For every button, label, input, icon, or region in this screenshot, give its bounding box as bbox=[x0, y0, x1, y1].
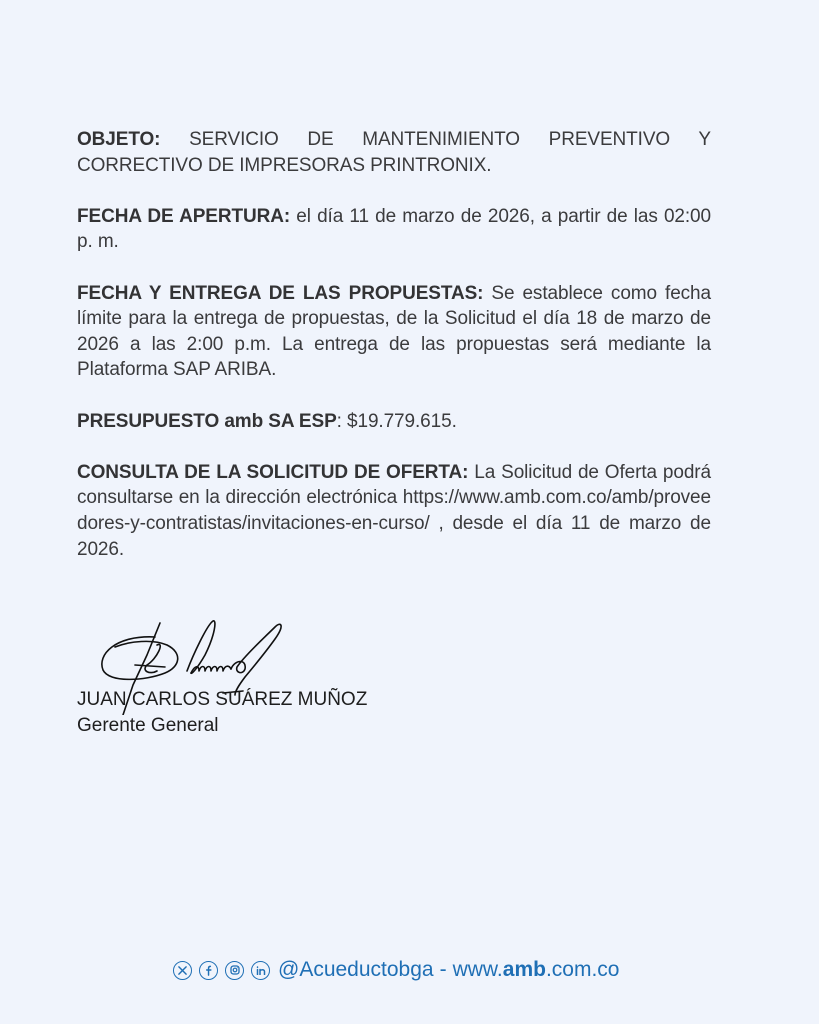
section-consulta bbox=[77, 460, 711, 562]
document-body bbox=[77, 127, 711, 588]
section-label: PRESUPUESTO amb SA ESP bbox=[77, 410, 337, 432]
social-handle[interactable]: @Acueductobga bbox=[278, 958, 434, 981]
signer-name: JUAN CARLOS SUÁREZ MUÑOZ bbox=[77, 689, 368, 710]
site-prefix: www. bbox=[452, 958, 503, 981]
x-icon[interactable] bbox=[173, 961, 192, 980]
section-fecha-apertura bbox=[77, 204, 711, 255]
section-text: La Solicitud de Oferta podrá consultarse en la dirección electrónica bbox=[77, 461, 711, 509]
section-presupuesto bbox=[77, 409, 711, 435]
section-label: CONSULTA DE LA SOLICITUD DE OFERTA: bbox=[77, 461, 469, 483]
section-objeto bbox=[77, 127, 711, 178]
footer-separator: - bbox=[439, 958, 447, 981]
section-label: FECHA DE APERTURA: bbox=[77, 205, 291, 227]
website-link[interactable] bbox=[453, 958, 620, 982]
footer bbox=[173, 955, 620, 985]
instagram-icon[interactable] bbox=[225, 961, 244, 980]
site-brand: amb bbox=[502, 958, 546, 981]
site-suffix: .com.co bbox=[545, 958, 620, 981]
section-text: SERVICIO DE MANTENIMIENTO PREVENTIVO Y CORRECTIVO DE IMPRESORAS PRINTRONIX. bbox=[77, 129, 711, 176]
signature-block bbox=[77, 615, 417, 745]
signer-title: Gerente General bbox=[77, 715, 219, 736]
section-text: el día 11 de marzo de 2026, a partir de las 02:00 p. m. bbox=[77, 205, 711, 253]
section-text: , desde el día 11 de marzo de 2026. bbox=[77, 512, 711, 560]
linkedin-icon[interactable] bbox=[251, 961, 270, 980]
consulta-url[interactable]: https://www.amb.com.co/amb/proveedores-y-contratistas/invitaciones-en-curso/ bbox=[77, 487, 711, 534]
section-text: : $19.779.615. bbox=[336, 410, 457, 432]
section-label: FECHA Y ENTREGA DE LAS PROPUESTAS: bbox=[77, 282, 484, 304]
section-text: Se establece como fecha límite para la entrega de propuestas, de la Solicitud el día 18 de marzo de 2026 a las 2:00 p.m. La entrega de las propuestas será mediante la Plataforma SAP ARIBA. bbox=[77, 282, 711, 381]
section-label: OBJETO: bbox=[77, 129, 161, 150]
facebook-icon[interactable] bbox=[199, 961, 218, 980]
section-fecha-entrega bbox=[77, 281, 711, 383]
